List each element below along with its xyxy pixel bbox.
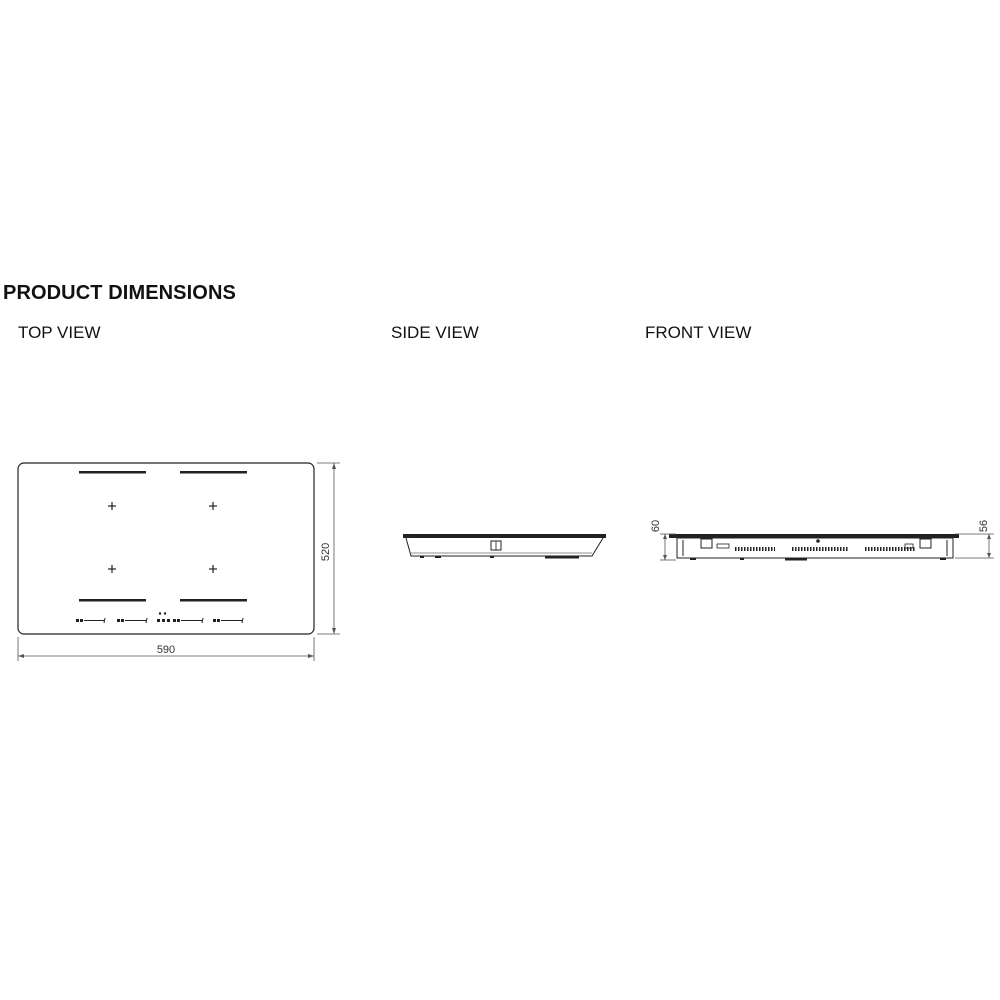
control-panel	[76, 612, 243, 623]
front-view-label: FRONT VIEW	[645, 323, 752, 342]
top-view-drawing	[18, 463, 340, 661]
height-dimension-left-label: 60	[650, 519, 662, 533]
depth-dimension-label: 520	[320, 542, 332, 562]
front-view-drawing	[669, 534, 959, 561]
zone-bar-top-right	[180, 471, 247, 474]
height-dimension-right-label: 56	[978, 519, 990, 533]
glass-top-front	[669, 534, 959, 538]
width-dimension-label: 590	[156, 644, 176, 656]
zone-center-mark	[209, 565, 217, 573]
slider-control	[117, 618, 147, 623]
sensor-dot	[816, 539, 820, 543]
side-view-label: SIDE VIEW	[391, 323, 479, 342]
zone-bar-top-left	[79, 471, 146, 474]
zone-bar-bottom-left	[79, 599, 146, 602]
hob-outline-top	[18, 463, 314, 634]
zone-bar-bottom-right	[180, 599, 247, 602]
bracket-front	[701, 539, 712, 548]
slider-control	[173, 618, 203, 623]
height-dimension-right	[955, 534, 994, 558]
page-title: PRODUCT DIMENSIONS	[3, 282, 236, 304]
zone-center-mark	[108, 565, 116, 573]
slider-control	[213, 618, 243, 623]
center-buttons	[157, 612, 170, 622]
zone-center-mark	[108, 502, 116, 510]
slider-control	[76, 618, 105, 623]
top-view-label: TOP VIEW	[18, 323, 101, 342]
side-view-drawing	[403, 534, 606, 559]
zone-center-mark	[209, 502, 217, 510]
bracket-front	[920, 539, 931, 548]
glass-top-side	[403, 534, 606, 538]
